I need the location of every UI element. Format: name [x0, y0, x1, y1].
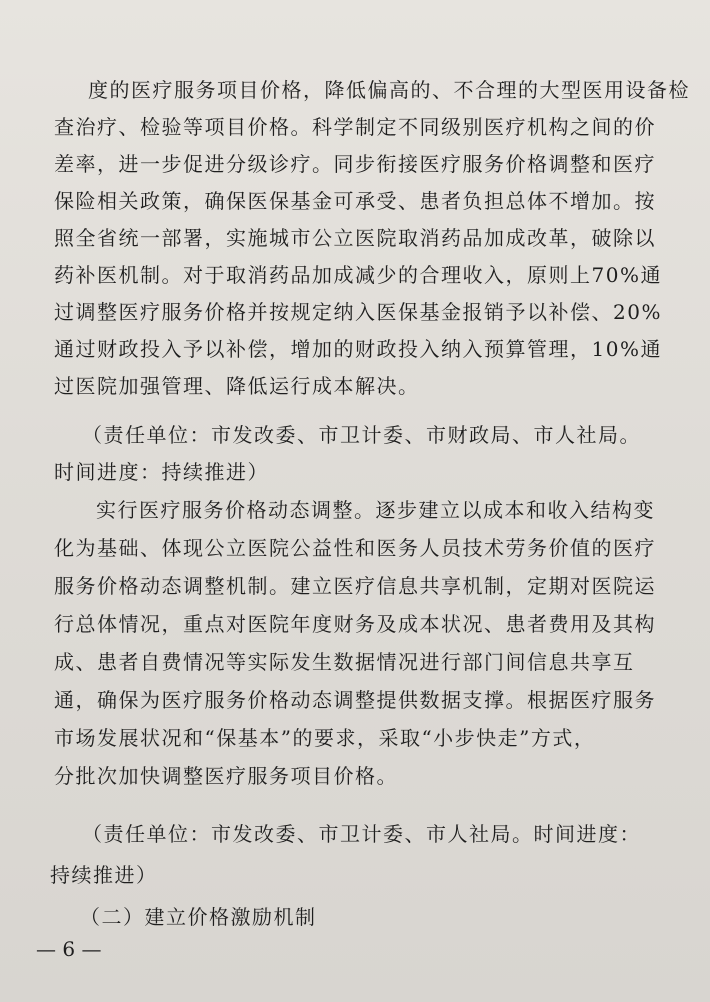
document-line: 查治疗、检验等项目价格。科学制定不同级别医疗机构之间的价	[54, 115, 656, 139]
responsibility-note: （责任单位：市发改委、市卫计委、市人社局。时间进度：	[82, 822, 641, 846]
document-line: 化为基础、体现公立医院公益性和医务人员技术劳务价值的医疗	[54, 536, 656, 560]
document-line: 分批次加快调整医疗服务项目价格。	[54, 764, 398, 788]
time-progress-note: 持续推进）	[50, 863, 158, 887]
document-line: 度的医疗服务项目价格，降低偏高的、不合理的大型医用设备检	[88, 78, 690, 102]
document-line: 差率，进一步促进分级诊疗。同步衔接医疗服务价格调整和医疗	[54, 152, 656, 176]
document-line: 通，确保为医疗服务价格动态调整提供数据支撑。根据医疗服务	[54, 688, 656, 712]
document-line: 市场发展状况和“保基本”的要求，采取“小步快走”方式，	[54, 726, 596, 750]
document-line: 过调整医疗服务价格并按规定纳入医保基金报销予以补偿、20%	[54, 300, 662, 324]
document-line: 实行医疗服务价格动态调整。逐步建立以成本和收入结构变	[96, 498, 655, 522]
document-line: 照全省统一部署，实施城市公立医院取消药品加成改革，破除以	[54, 226, 656, 250]
document-line: 过医院加强管理、降低运行成本解决。	[54, 374, 420, 398]
document-line: 通过财政投入予以补偿，增加的财政投入纳入预算管理，10%通	[54, 337, 662, 361]
document-line: 成、患者自费情况等实际发生数据情况进行部门间信息共享互	[54, 650, 635, 674]
responsibility-note: （责任单位：市发改委、市卫计委、市财政局、市人社局。	[82, 423, 641, 447]
document-line: 服务价格动态调整机制。建立医疗信息共享机制，定期对医院运	[54, 574, 656, 598]
document-line: 药补医机制。对于取消药品加成减少的合理收入，原则上70%通	[54, 263, 662, 287]
document-line: 行总体情况，重点对医院年度财务及成本状况、患者费用及其构	[54, 612, 656, 636]
time-progress-note: 时间进度：持续推进）	[54, 460, 269, 484]
section-heading: （二）建立价格激励机制	[80, 905, 317, 929]
page-number: — 6 —	[36, 937, 102, 961]
document-line: 保险相关政策，确保医保基金可承受、患者负担总体不增加。按	[54, 189, 656, 213]
